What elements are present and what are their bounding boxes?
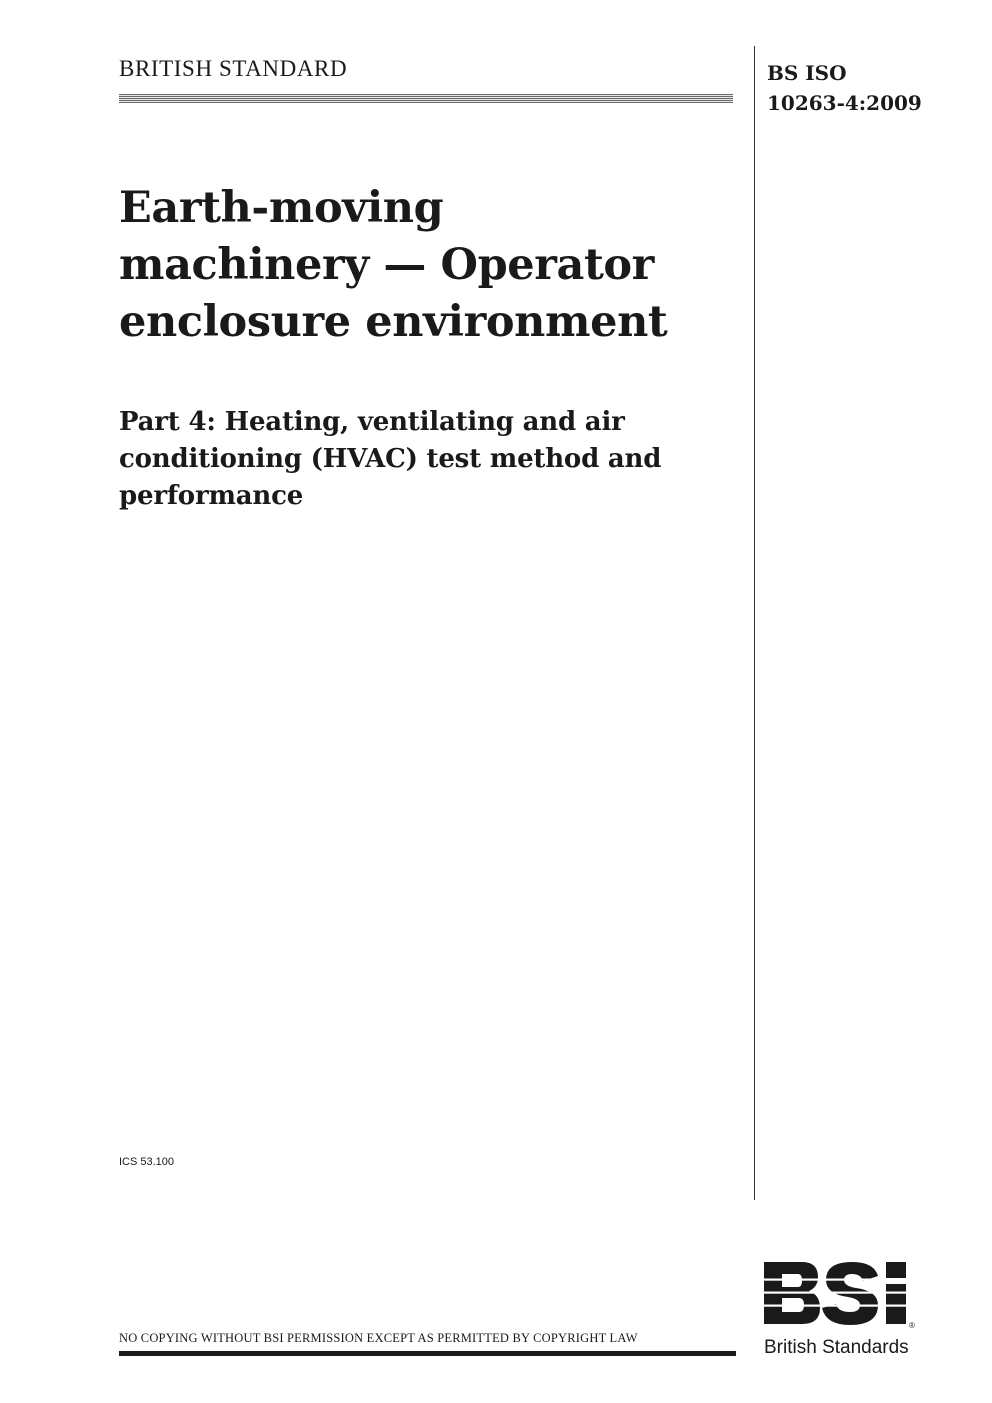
document-number	[767, 58, 922, 118]
registered-mark: ®	[909, 1321, 915, 1330]
document-number-line1: BS ISO	[767, 61, 847, 85]
document-title-line: enclosure environment	[119, 297, 668, 347]
bsi-wordmark-icon	[762, 1258, 937, 1338]
bsi-caption: British Standards	[764, 1337, 909, 1358]
document-subtitle-line: Part 4: Heating, ventilating and air	[119, 407, 625, 437]
document-title-line: Earth-moving	[119, 183, 444, 233]
series-label: BRITISH STANDARD	[119, 56, 348, 81]
footer-rule	[119, 1351, 736, 1356]
vertical-divider	[754, 46, 755, 1200]
document-title	[119, 180, 739, 351]
document-number-line2: 10263-4:2009	[767, 91, 922, 115]
document-subtitle	[119, 404, 739, 515]
copyright-notice: NO COPYING WITHOUT BSI PERMISSION EXCEPT AS PERMITTED BY COPYRIGHT LAW	[119, 1331, 638, 1345]
document-subtitle-line: performance	[119, 481, 304, 511]
document-title-line: machinery — Operator	[119, 240, 654, 290]
ics-code: ICS 53.100	[119, 1156, 175, 1168]
document-subtitle-line: conditioning (HVAC) test method and	[119, 444, 662, 474]
header-rule	[119, 94, 733, 103]
